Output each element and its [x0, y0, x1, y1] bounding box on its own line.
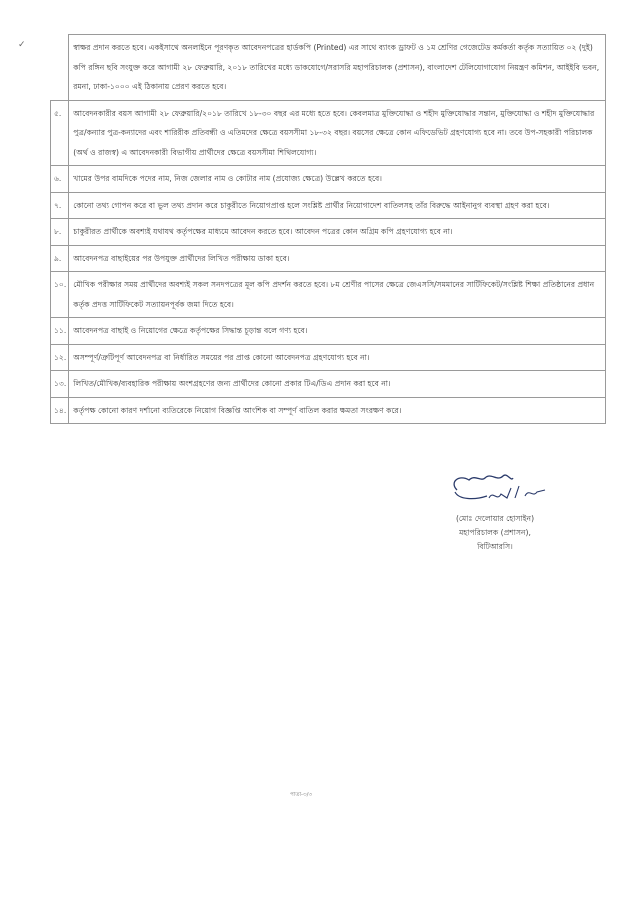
term-text: আবেদনপত্র বাছাইয়ের পর উপযুক্ত প্রার্থীদের লিখিত পরীক্ষায় ডাকা হবে। — [69, 245, 606, 272]
term-number: ১৪. — [51, 397, 69, 424]
terms-table — [50, 34, 606, 424]
term-text: কোনো তথ্য গোপন করে বা ভুল তথ্য প্রদান করে চাকুরীতে নিয়োগপ্রাপ্ত হলে সংশ্লিষ্ট প্রার্থীর নিয়োগাদেশ বাতিলসহ তাঁর বিরুদ্ধে আইনানুগ ব্যবস্থা গ্রহণ করা হবে। — [69, 192, 606, 219]
term-text: অসম্পূর্ণ/ত্রুটিপূর্ণ আবেদনপত্র বা নির্ধারিত সময়ের পর প্রাপ্ত কোনো আবেদনপত্র গ্রহণযোগ্য হবে না। — [69, 344, 606, 371]
term-number: ৭. — [51, 192, 69, 219]
term-text: মৌখিক পরীক্ষার সময় প্রার্থীদের অবশ্যই সকল সনদপত্রের মূল কপি প্রদর্শন করতে হবে। ৮ম শ্রেণীর পাসের ক্ষেত্রে জেএসসি/সমমানের সার্টিফিকেট/সংশ্লিষ্ট শিক্ষা প্রতিষ্ঠানের প্রধান কর্তৃক প্রদত্ত সার্টিফিকেট সত্যায়নপূর্বক জমা দিতে হবে। — [69, 272, 606, 318]
signatory-designation: মহাপরিচালক (প্রশাসন), — [459, 528, 531, 537]
term-row — [51, 100, 606, 166]
signatory-block — [430, 512, 560, 554]
term-row — [51, 245, 606, 272]
term-row — [51, 371, 606, 398]
term-number: ১০. — [51, 272, 69, 318]
term-number: ১৩. — [51, 371, 69, 398]
term-number: ৫. — [51, 100, 69, 166]
term-number — [51, 35, 69, 101]
term-text: স্বাক্ষর প্রদান করতে হবে। একইসাথে অনলাইনে পূরণকৃত আবেদনপত্রের হার্ডকপি (Printed) এর সাথে ব্যাংক ড্রাফট ও ১ম শ্রেণির গেজেটেড কর্মকর্তা কর্তৃক সত্যায়িত ০২ (দুই) কপি রঙ্গিন ছবি সংযুক্ত করে আগামী ২৮ ফেব্রুয়ারি, ২০১৮ তারিখের মধ্যে ডাকযোগে/সরাসরি মহাপরিচালক (প্রশাসন), বাংলাদেশ টেলিযোগাযোগ নিয়ন্ত্রণ কমিশন, আইইবি ভবন, রমনা, ঢাকা-১০০০ এই ঠিকানায় প্রেরণ করতে হবে। — [69, 35, 606, 101]
margin-check-mark: ✓ — [18, 40, 26, 50]
term-row — [51, 272, 606, 318]
term-text: কর্তৃপক্ষ কোনো কারণ দর্শানো ব্যতিরেকে নিয়োগ বিজ্ঞপ্তি আংশিক বা সম্পূর্ণ বাতিল করার ক্ষমতা সংরক্ষণ করে। — [69, 397, 606, 424]
term-text: চাকুরীরত প্রার্থীকে অবশ্যই যথাযথ কর্তৃপক্ষের মাধ্যমে আবেদন করতে হবে। আবেদন পত্রের কোন অগ্রিম কপি গ্রহণযোগ্য হবে না। — [69, 219, 606, 246]
term-row — [51, 219, 606, 246]
page-number: পাতা-৩/৩ — [290, 792, 313, 798]
term-text: খামের উপর বামদিকে পদের নাম, নিজ জেলার নাম ও কোটার নাম (প্রযোজ্য ক্ষেত্রে) উল্লেখ করতে হবে। — [69, 166, 606, 193]
term-row — [51, 344, 606, 371]
term-text: লিখিত/মৌখিক/ব্যবহারিক পরীক্ষায় অংশগ্রহণের জন্য প্রার্থীদের কোনো প্রকার টিএ/ডিএ প্রদান করা হবে না। — [69, 371, 606, 398]
term-number: ১১. — [51, 318, 69, 345]
term-row — [51, 192, 606, 219]
term-row — [51, 166, 606, 193]
term-number: ১২. — [51, 344, 69, 371]
term-row — [51, 35, 606, 101]
term-number: ৯. — [51, 245, 69, 272]
signatory-name: (মোঃ দেলোয়ার হোসাইন) — [455, 514, 535, 523]
term-row — [51, 318, 606, 345]
signatory-organization: বিটিআরসি। — [477, 542, 513, 551]
term-number: ৮. — [51, 219, 69, 246]
term-text: আবেদনকারীর বয়স আগামী ২৮ ফেব্রুয়ারি/২০১৮ তারিখে ১৮-৩০ বছর এর মধ্যে হতে হবে। কেবলমাত্র মুক্তিযোদ্ধা ও শহীদ মুক্তিযোদ্ধার সন্তান, মুক্তিযোদ্ধা ও শহীদ মুক্তিযোদ্ধার পুত্র/কন্যার পুত্র-কন্যাদের এবং শারিরীক প্রতিবন্ধী ও এতিমদের ক্ষেত্রে বয়সসীমা ১৮-৩২ বছর। বয়সের ক্ষেত্রে কোন এফিডেভিট গ্রহণযোগ্য হবে না। তবে উপ-সহকারী পরিচালক (অর্থ ও রাজস্ব) এ আবেদনকারী বিভাগীয় প্রার্থীদের ক্ষেত্রে বয়সসীমা শিথিলযোগ্য। — [69, 100, 606, 166]
term-row — [51, 397, 606, 424]
term-number: ৬. — [51, 166, 69, 193]
term-text: আবেদনপত্র বাছাই ও নিয়োগের ক্ষেত্রে কর্তৃপক্ষের সিদ্ধান্ত চূড়ান্ত বলে গণ্য হবে। — [69, 318, 606, 345]
signature-image — [445, 468, 595, 508]
